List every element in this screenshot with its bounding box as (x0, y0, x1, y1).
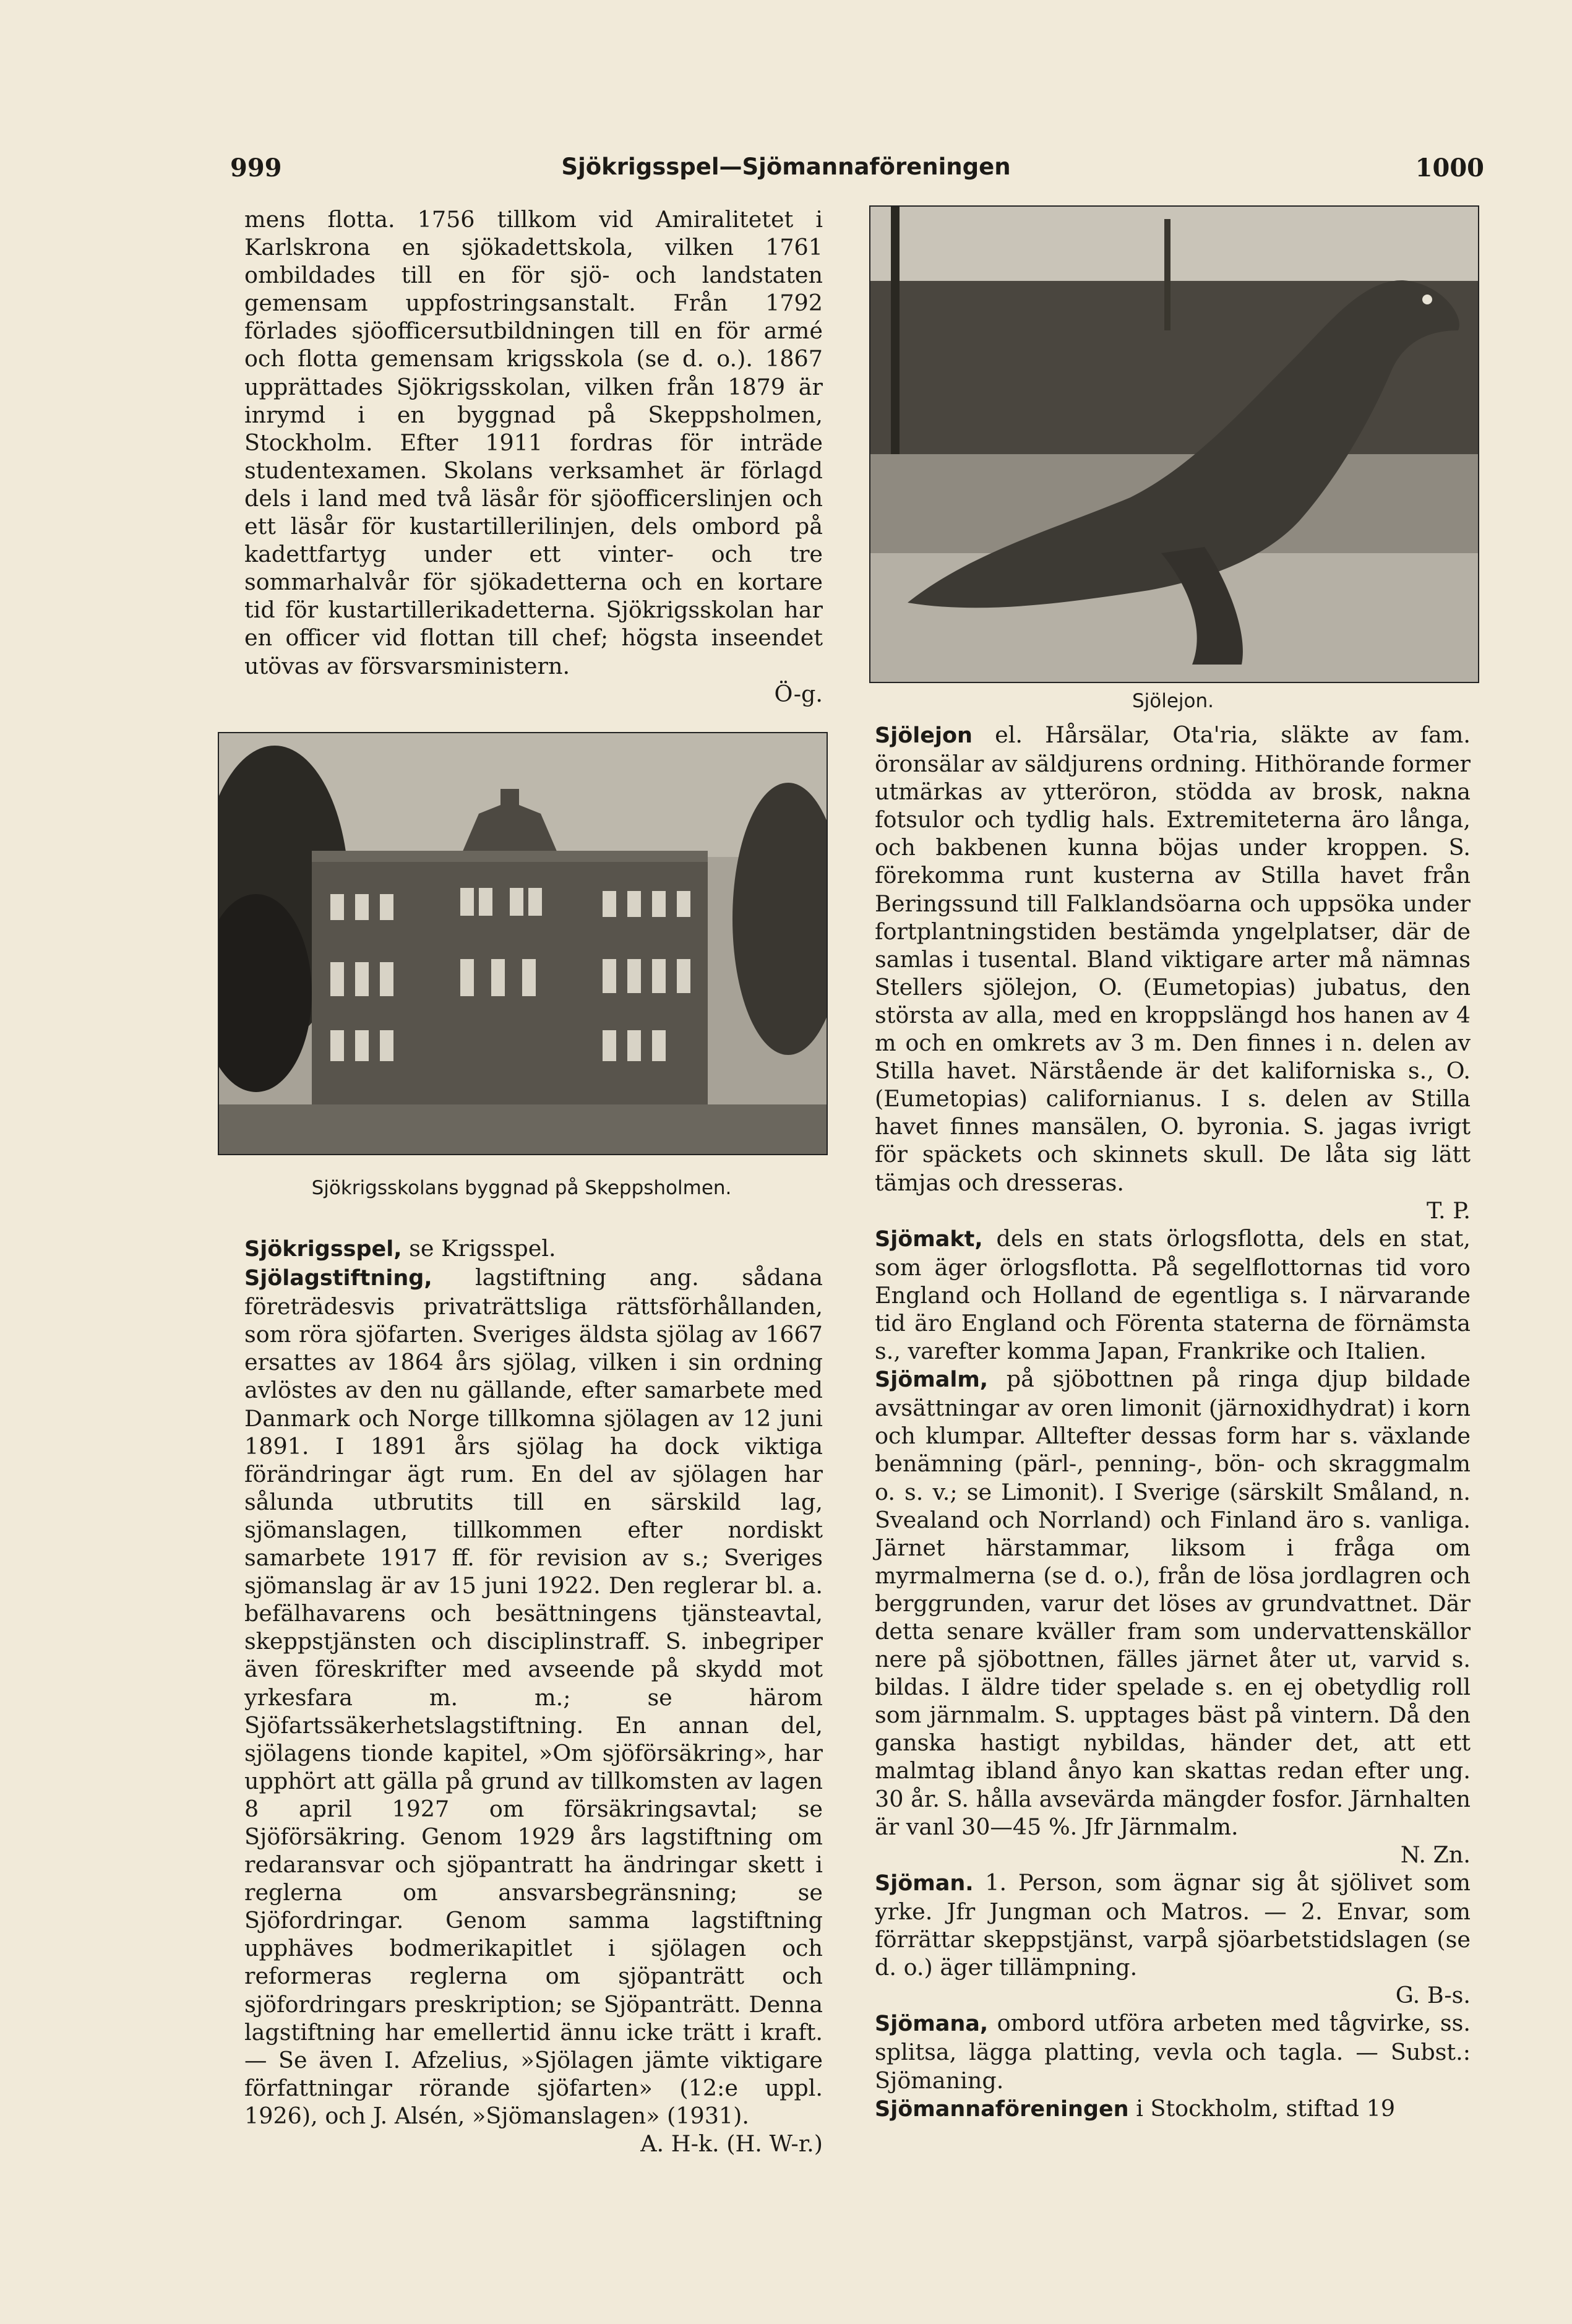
entry-sjomannaforeningen (875, 2094, 1471, 2124)
entry-text: på sjöbottnen på ringa djup bildade avsättningar av oren limonit (järnoxidhydrat) i korn och klumpar. Alltefter dessas form har s. växlande benämning (pärl-, penning-, bön- och skraggmalm o. s. v.; se Limonit). I Sverige (särskilt Småland, n. Svealand och Norrland) och Finland äro s. vanliga. Järnet härstammar, liksom i fråga om myrmalmerna (se d. o.), från de lösa jordlagren och berggrunden, varur det löses av grundvattnet. Där detta senare kväller fram som undervattenskällor nere på sjöbottnen, fälles järnet åter ut, varvid s. bildas. I äldre tider spelade s. en ej obetydlig roll som järnmalm. S. upptages bäst på vintern. Då den ganska hastigt nybildas, händer det, att ett malmtag ibland ånyo kan skattas redan efter ung. 30 år. S. hålla avsevärda mängder fosfor. Järnhalten är vanl 30—45 %. Jfr Järnmalm. (875, 1366, 1471, 1840)
entry-text: dels en stats örlogsflotta, dels en stat, som äger örlogsflotta. På segelflottornas tid voro England och Holland de egentliga s. I närvarande tid äro England och Förenta staterna de förnämsta s., varefter komma Japan, Frankrike och Italien. (875, 1224, 1471, 1365)
running-head: Sjökrigsspel—Sjömannaföreningen (561, 153, 1011, 180)
entry-sjolagstiftning (244, 1263, 823, 2130)
signature: N. Zn. (1400, 1841, 1471, 1868)
sea-lion-photo (869, 205, 1479, 683)
left-column-lower (244, 1234, 823, 2158)
entry-text: i Stockholm, stiftad 19 (1128, 2094, 1396, 2122)
signature: G. B-s. (1395, 1982, 1471, 2009)
figure-caption: Sjökrigsskolans byggnad på Skeppsholmen. (311, 1177, 732, 1199)
article-text: mens flotta. 1756 tillkom vid Amiralitetet i Karlskrona en sjökadettskola, vilken 1761 ombildades till en för sjö- och landstaten gemensam uppfostringsanstalt. Från 1792 förlades sjöofficersutbildningen till en för armé och flotta gemensam krigsskola (se d. o.). 1867 upprättades Sjökrigsskolan, vilken från 1879 är inrymd i en byggnad på Skeppsholmen, Stockholm. Efter 1911 fordras för inträde studentexamen. Skolans verksamhet är förlagd dels i land med två läsår för sjöofficerslinjen och ett läsår för kustartillerilinjen, dels ombord på kadettfartyg under ett vinter- och tre sommarhalvår för sjökadetterna och en kortare tid för kustartillerikadetterna. Sjökrigsskolan har en officer vid flottan till chef; högsta inseendet utövas av försvarsministern. (244, 206, 823, 679)
headword: Sjömalm, (875, 1367, 989, 1393)
headword: Sjökrigsspel, (244, 1237, 402, 1262)
entry-text: 1. Person, som ägnar sig åt sjölivet som yrke. Jfr Jungman och Matros. — 2. Envar, som förrättar skeppstjänst, varpå sjöarbetstidslagen (se d. o.) äger tillämpning. (875, 1869, 1471, 1981)
entry-text: lagstiftning ang. sådana företrädesvis privaträttsliga rättsförhållanden, som röra sjöfarten. Sveriges äldsta sjölag av 1667 ersattes av 1864 års sjölag, vilken i sin ordning avlöstes av den nu gällande, efter samarbete med Danmark och Norge tillkomna sjölagen av 12 juni 1891. I 1891 års sjölag ha dock viktiga förändringar ägt rum. En del av sjölagen har sålunda utbrutits till en särskild lag, sjömanslagen, tillkommen efter nordiskt samarbete 1917 ff. för revision av s.; Sveriges sjömanslag är av 15 juni 1922. Den reglerar bl. a. befälhavarens och besättningens tjänsteavtal, skeppstjänsten och disciplinstraff. S. inbegriper även föreskrifter med avseende på skydd mot yrkesfara m. m.; se härom Sjöfartssäkerhetslagstiftning. En annan del, sjölagens tionde kapitel, »Om sjöförsäkring», har upphört att gälla på grund av tillkomsten av lagen 8 april 1927 om försäkringsavtal; se Sjöförsäkring. Genom 1929 års lagstiftning om redaransvar och sjöpantratt ha ändringar skett i reglerna om ansvarsbegränsning; se Sjöfordringar. Genom samma lagstiftning upphäves bodmerikapitlet i sjölagen och reformeras reglerna om sjöpanträtt och sjöfordringars preskription; se Sjöpanträtt. Denna lagstiftning har emellertid ännu icke trätt i kraft. — Se även I. Afzelius, »Sjölagen jämte viktigare författningar rörande sjöfarten» (12:e uppl. 1926), och J. Alsén, »Sjömanslagen» (1931). (244, 1264, 823, 2129)
headword: Sjöman. (875, 1870, 974, 1896)
headword: Sjömakt, (875, 1226, 983, 1252)
headword: Sjölagstiftning, (244, 1266, 432, 1291)
signature: Ö-g. (774, 680, 823, 707)
entry-text: se Krigsspel. (402, 1235, 556, 1262)
headword: Sjömana, (875, 2012, 989, 2037)
school-building-photo (218, 732, 828, 1155)
entry-sjomalm (875, 1365, 1471, 1841)
right-column (875, 721, 1471, 2124)
headword: Sjölejon (875, 723, 973, 748)
entry-text: el. Hårsälar, Ota'ria, släkte av fam. öronsälar av säldjurens ordning. Hithörande former utmärkas av ytteröron, stödda av brosk, nakna fotsulor och tydlig hals. Extremiteterna äro långa, och bakbenen kunna böjas under kroppen. S. förekomma runt kusterna av Stilla havet från Beringssund till Falklandsöarna och uppsöka under fortplantningstiden bestämda yngelplatser, där de samlas i tusental. Bland viktigare arter må nämnas Stellers sjölejon, O. (Eumetopias) jubatus, den största av alla, med en kroppslängd hos hanen av 4 m och en omkrets av 3 m. Den finnes i n. delen av Stilla havet. Närstående är det kaliforniska s., O. (Eumetopias) californianus. I s. delen av Stilla havet finnes mansälen, O. byronia. S. jagas ivrigt för späckets och skinnets skull. De låta sig lätt tämjas och dresseras. (875, 721, 1471, 1196)
entry-sjomana (875, 2009, 1471, 2094)
signature: A. H-k. (H. W-r.) (640, 2130, 823, 2157)
entry-text: ombord utföra arbeten med tågvirke, ss. splitsa, lägga platting, vevla och tagla. — Subst.: Sjömaning. (875, 2010, 1471, 2094)
entry-sjomakt (875, 1224, 1471, 1365)
headword: Sjömannaföreningen (875, 2096, 1129, 2122)
page-number-left: 999 (230, 153, 282, 183)
figure-caption: Sjölejon. (1132, 690, 1214, 712)
page-number-right: 1000 (1415, 153, 1484, 183)
signature: T. P. (1427, 1197, 1471, 1224)
entry-sjokrigsspel (244, 1234, 823, 1263)
entry-sjoman (875, 1869, 1471, 1981)
entry-sjolejon (875, 721, 1471, 1197)
left-column (244, 205, 823, 708)
